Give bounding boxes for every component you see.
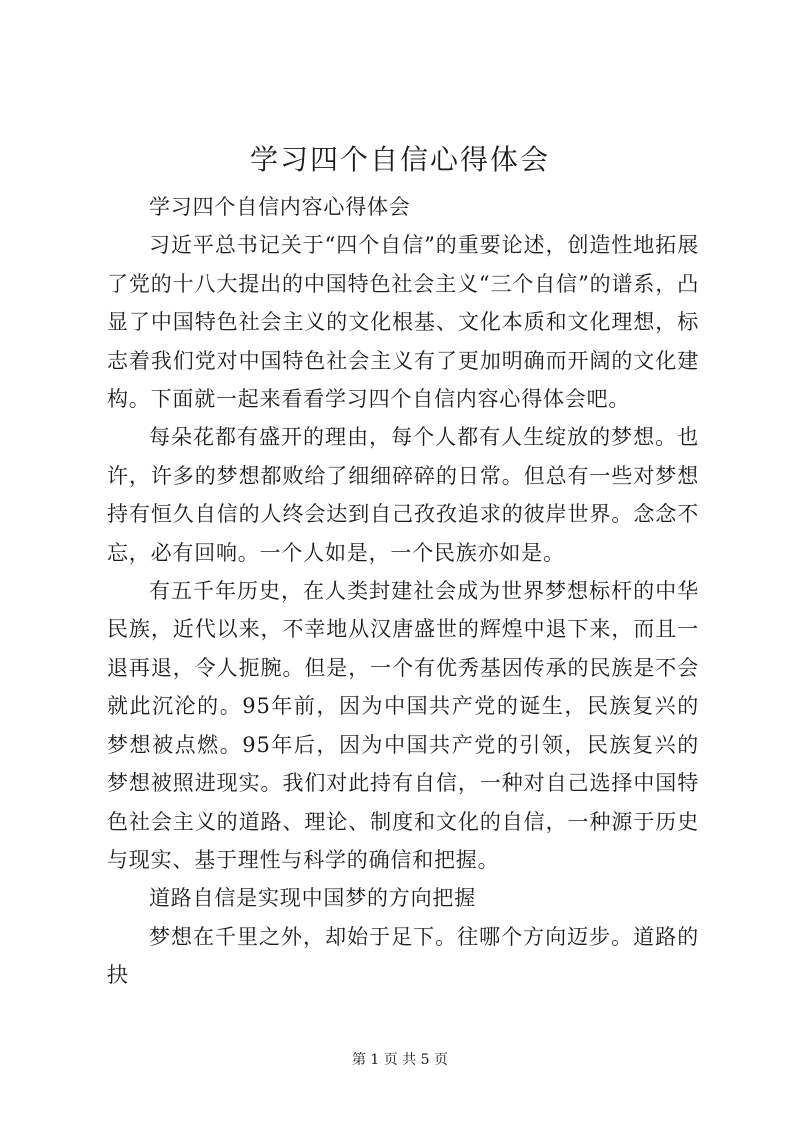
- paragraph-dream: 每朵花都有盛开的理由，每个人都有人生绽放的梦想。也许，许多的梦想都败给了细细碎碎的日常。但总有一些对梦想持有恒久自信的人终会达到自己孜孜追求的彼岸世界。念念不忘，必有回响。一个人如是，一个民族亦如是。: [107, 425, 699, 565]
- paragraph-section-heading: 道路自信是实现中国梦的方向把握: [149, 886, 476, 911]
- paragraph-intro: 习近平总书记关于“四个自信”的重要论述，创造性地拓展了党的十八大提出的中国特色社会主义“三个自信”的谱系，凸显了中国特色社会主义的文化根基、文化本质和文化理想，标志着我们党对中国特色社会主义有了更加明确而开阔的文化建构。下面就一起来看看学习四个自信内容心得体会吧。: [107, 233, 699, 412]
- paragraph-history: 有五千年历史，在人类封建社会成为世界梦想标杆的中华民族，近代以来，不幸地从汉唐盛世的辉煌中退下来，而且一退再退，令人扼腕。但是，一个有优秀基因传承的民族是不会就此沉沦的。95年前，因为中国共产党的诞生，民族复兴的梦想被点燃。95年后，因为中国共产党的引领，民族复兴的梦想被照进现实。我们对此持有自信，一种对自己选择中国特色社会主义的道路、理论、制度和文化的自信，一种源于历史与现实、基于理性与科学的确信和把握。: [107, 579, 699, 872]
- paragraph-subtitle: 学习四个自信内容心得体会: [149, 195, 411, 219]
- paragraph-road: 梦想在千里之外，却始于足下。往哪个方向迈步。道路的抉: [107, 924, 699, 988]
- page-footer: 第 1 页 共 5 页: [351, 1052, 449, 1068]
- document-body: [107, 188, 699, 995]
- document-title: 学习四个自信心得体会: [249, 143, 550, 176]
